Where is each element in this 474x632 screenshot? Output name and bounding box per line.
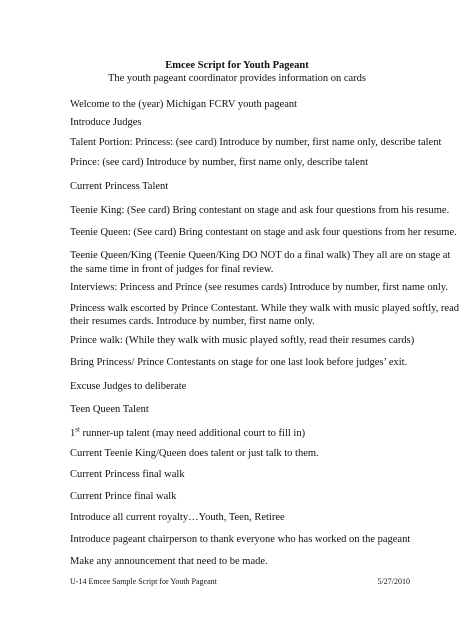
script-line-princess-walk-2: their resumes cards. Introduce by number, first name only.: [70, 316, 315, 327]
script-line-teenie-final-1: Teenie Queen/King (Teenie Queen/King DO NOT do a final walk) They all are on stage at: [70, 250, 451, 261]
script-line-teenie-final-2: the same time in front of judges for final review.: [70, 264, 274, 275]
script-line-bring-contestants: Bring Princess/ Prince Contestants on stage for one last look before judges’ exit.: [70, 357, 408, 368]
script-line-announcements: Make any announcement that need to be made.: [70, 556, 268, 567]
footer-date: 5/27/2010: [377, 577, 410, 586]
script-line-teenie-king: Teenie King: (See card) Bring contestant on stage and ask four questions from his resume.: [70, 205, 450, 216]
script-line-welcome: Welcome to the (year) Michigan FCRV youth pageant: [70, 99, 298, 110]
script-line-runner-up: [70, 427, 410, 440]
script-line-introduce-chairperson: Introduce pageant chairperson to thank everyone who has worked on the pageant: [70, 534, 411, 545]
footer-document-id: U-14 Emcee Sample Script for Youth Pageant: [70, 577, 217, 586]
script-line-teen-queen-talent: Teen Queen Talent: [70, 404, 149, 415]
script-line-current-princess-talent: Current Princess Talent: [70, 181, 169, 192]
runner-up-number: 1: [70, 428, 76, 439]
script-line-introduce-judges: Introduce Judges: [70, 117, 142, 128]
script-line-princess-walk-1: Princess walk escorted by Prince Contestant. While they walk with music played softly, read: [70, 303, 459, 314]
script-line-excuse-judges: Excuse Judges to deliberate: [70, 381, 187, 392]
script-line-talent-princess: Talent Portion: Princess: (see card) Introduce by number, first name only, describe talent: [70, 137, 442, 148]
script-line-prince-final-walk: Current Prince final walk: [70, 491, 177, 502]
document-subtitle: The youth pageant coordinator provides information on cards: [107, 73, 367, 84]
document-title: Emcee Script for Youth Pageant: [165, 60, 309, 71]
runner-up-suffix: st: [75, 425, 80, 434]
runner-up-text: runner-up talent (may need additional court to fill in): [79, 428, 306, 439]
script-line-prince-walk: Prince walk: (While they walk with music played softly, read their resumes cards): [70, 335, 415, 346]
script-line-interviews: Interviews: Princess and Prince (see resumes cards) Introduce by number, first name only.: [70, 282, 448, 293]
script-line-teenie-royalty-talent: Current Teenie King/Queen does talent or just talk to them.: [70, 448, 319, 459]
script-line-talent-prince: Prince: (see card) Introduce by number, first name only, describe talent: [70, 157, 369, 168]
script-line-teenie-queen: Teenie Queen: (See card) Bring contestant on stage and ask four questions from her resume.: [70, 227, 457, 238]
script-line-introduce-royalty: Introduce all current royalty…Youth, Teen, Retiree: [70, 512, 285, 523]
script-line-princess-final-walk: Current Princess final walk: [70, 469, 185, 480]
